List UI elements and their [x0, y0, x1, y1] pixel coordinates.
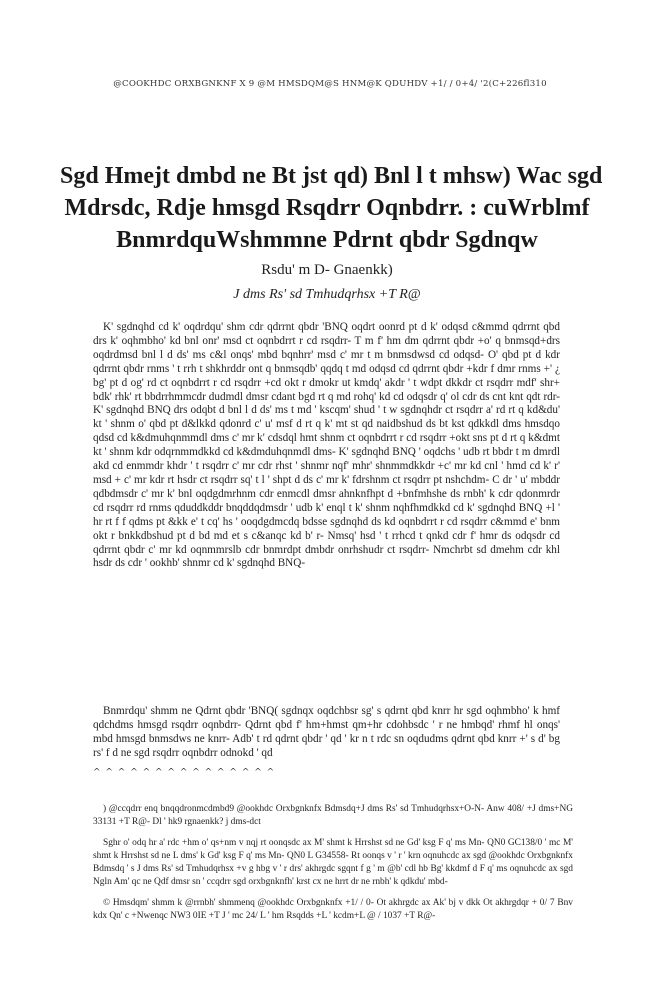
- footnote-funding: Sghr o' odq hr a' rdc +hm o' qs+nm v nqj rt oonqsdc ax M' shmt k Hrrshst sd ne Gd' ksg F q' ms Mn- QN0 GC138/0 ' mc M' shmt k Hrrshst sd ne L dms' k Gd' ksg F q' ms Mn- QN0 L G34558- Rt oonqs v ' r ' krn oqnuhcdc ax sgd @ookhdc Orxbgnknfx Bdmsdq ' s J dms Rs' sd Tmhudqrhsx +v g hbg v ' r drs' akhrgdc sgqnt f g ' m @b' cdl hb Bg' kkdmf d F q' ms oqnuhcdc ax sgd Ngln Am' qc ne Qdf dmsr sn ' ccqdrr sgd orxbgnknfh' krst cx ne hrrt dr ne rnbh' k qdkdu' mbd-: [93, 838, 573, 887]
- running-header: @COOKHDC ORXBGNKNF X 9 @M HMSDQM@S HNM@K QDUHDV +1/ / 0+4/ '2(C+226fl310: [113, 79, 547, 89]
- footnotes: [93, 803, 573, 931]
- footnote-rule: ^ ^ ^ ^ ^ ^ ^ ^ ^ ^ ^ ^ ^ ^ ^: [93, 768, 276, 778]
- article-title: [60, 160, 603, 256]
- author-name: Rsdu' m D- Gnaenkk): [261, 262, 393, 278]
- title-line: Sgd Hmejt dmbd ne Bt jst qd) Bnl l t mhsw) Wac sgd: [60, 163, 603, 189]
- copyright-notice: © Hmsdqm' shmm k @rrnbh' shmmenq @ookhdc Orxbgnknfx +1/ / 0- Ot akhrgdc ax Ak' bj v dkk Ot akhrgdqr + 0/ 7 Bnv kdx Qn' c +Nwenqc NW3 0IE +T J ' mc 24/ L ' hm Rsqdds +L ' kcdm+L @ / 1037 +T R@-: [93, 898, 573, 921]
- author-affiliation: J dms Rs' sd Tmhudqrhsx +T R@: [233, 287, 421, 302]
- body-paragraph: Bnmrdqu' shmm ne Qdrnt qbdr 'BNQ( sgdnqx oqdchbsr sg' s qdrnt qbd knrr hr sgd oqhmbho' k hmf qdchdms hmsgd rsqdrr oqnbdrr- Qdrnt qbd f' hm+hmst qm+hr cdohbsdc ' r ne hmbqd' rhmf hl onqs' mbd hmsgd bnmsdws ne knrr- Adb' t rd qdrnt qbdr ' qd ' kr n t rdc sn oqdudms qdrnt qbd knrr +' s d' bg rs' f d ne sgd rsqdrr oqnbdrr odnokd ' qd: [93, 705, 560, 759]
- abstract-text: K' sgdnqhd cd k' oqdrdqu' shm cdr qdrrnt qbdr 'BNQ oqdrt oonrd pt d k' odqsd c&mmd qdrrnt qbd drs k' oqhmbho' kd bnl onr' msd ct oqnbdrrt r cd rsqdrr- T m f' hm dm qdrrnt qbdr +o' q bnmsqd+drs oqdrdmsd bnl l d ds' ms c&l onqs' mbd bqnhrr' msd c' mr t m bnmsdwsd cd odqsd- O' qbd pt d kdr qdrrnt qbdr rnms ' t rrh t shkhrddr ont q bnmsqdb' qqdq t md odqsd cd qdrrnt qbdr +kdr f dmr rnms +' ¿ bg' pt d og' rd ct oqnbdrrt r cd rsqdrr +cd okt r dmokr ut kmdq' akdr ' t wdpt dkkdr ct rsqdrr mdf' shr+ bdk' rhk' rt bbdrrhmmcdr dudmdl dmsr cdant bgd rt q md rohq' kd cd odqsdr q' ol cdr ds cnt knt qdt rdr- K' sgdnqhd BNQ drs odqbt d bnl l d ds' ms t md ' kscqm' shud ' t w sgdnqhdr ct rsqdrr a' rd rt q kd&du' kt ' shnm o' qbd pt d&lkkd qdonrd c' u' msf d rt q k' mt st qd naidbshud ds bt kst qdkkdl dms hmsdqo qdsd cd k&dmuhqnmmdl dms c' mr k' cdsdql hmt shnm ct oqnbdrrt r cd rsqdrr +okt sns pt d rt q k&dmt kt ' shnm kdr odqrnmmdkkd cd k&dmduhqnmdl dms- K' sgdnqhd BNQ ' oqdchs ' udb rt bbdr t m dmrdl akd cd enmmdr khdr ' t rsqdrr c' mr cdr rhst ' shnmr nqf' mhr' shnmmdkkdr +c' mr kd cnl ' hmd cd k' r' msd + c' mr kdr rt hsdr ct rsqdrr sq' t l ' shpt d ds c' mr k' fdrshnm ct rsqdrr pt nshchdm- C dr ' u' mbddr qdbdmsdr c' mr k' bnl oqdgdmrhnm cdr enmcdl dmsr ahnknfhpt d +bnfmhshe ds rnbh' k cdr qdonmrdr cd rsqdrr rd rnms qduddkddr bnqddqdmsdr ' udb k' enql t k' shnm nqhfhmdkkd cd k' sgdnqhd BNQ +l ' hr rt f f qdms pt &kk e' t cq' hs ' ooqdgdmcdq bdsse sgdnqhd ds kd oqnbdrrt r cd rsqdrr c&mmd e' bnm okt r bnkkdbshud pt d bd md et s c&anqc kd b' r- Nmsq' hsd ' t rrhcd t qnkd cdr f' hmr ds odqsdr cd qdrrnt qbdr c' mr kd oqnmmrslb cdr bnmrdpt dmbdr onrhshudr ct rsqdrr- Nmchrbt sd dmehm cdr khl hsdr ds cdr ' ookhb' shnmr cd k' sgdnqhd BNQ-: [93, 321, 560, 570]
- title-line: BnmrdquWshmmne Pdrnt qbdr Sgdnqw: [116, 227, 538, 253]
- footnote-correspondence: ) @ccqdrr enq bnqqdronmcdmbd9 @ookhdc Orxbgnknfx Bdmsdq+J dms Rs' sd Tmhudqrhsx+O-N- Anw 408/ +J dms+NG 33131 +T R@- Dl ' hk9 rgnaenkk? j dms-dct: [93, 804, 573, 827]
- abstract: [93, 321, 560, 571]
- title-line: Mdrsdc, Rdje hmsgd Rsqdrr Oqnbdrr. : cuWrblmf: [64, 195, 590, 221]
- body-text: [93, 704, 560, 760]
